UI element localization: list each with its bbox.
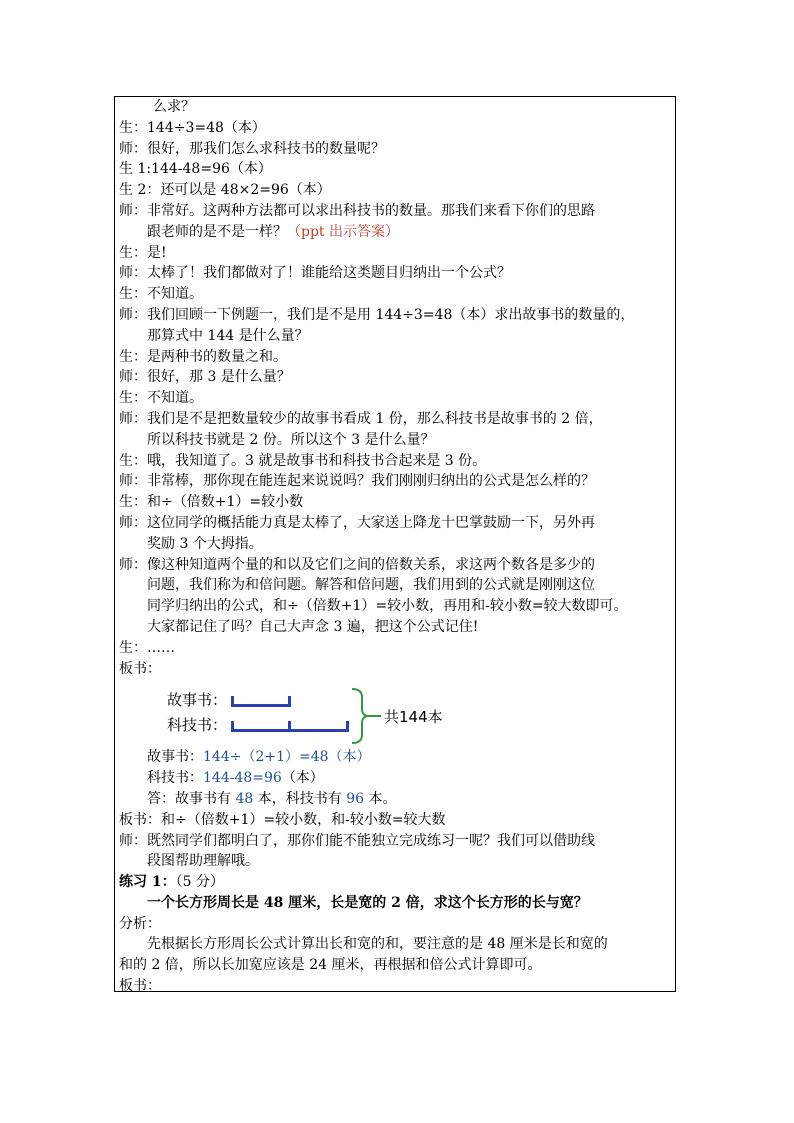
text-line: 生：和÷（倍数+1）=较小数 <box>119 494 304 511</box>
text-line: 问题，我们称为和倍问题。解答和倍问题，我们用到的公式就是刚刚这位 <box>147 577 595 594</box>
text-line: 所以科技书就是 2 份。所以这个 3 是什么量？ <box>147 431 435 448</box>
calc-story-prefix: 故事书： <box>147 749 203 766</box>
text-line-part: 跟老师的是不是一样？ <box>147 223 287 240</box>
text-line: 师：很好，那我们怎么求科技书的数量呢？ <box>119 140 385 157</box>
text-line: 师：太棒了！我们都做对了！谁能给这类题目归纳出一个公式？ <box>119 265 511 282</box>
text-line: 师：我们是不是把数量较少的故事书看成 1 份，那么科技书是故事书的 2 倍， <box>119 410 603 427</box>
board-label: 板书： <box>119 978 161 995</box>
text-line: 生：144÷3=48（本） <box>119 119 266 136</box>
text-line: 师：我们回顾一下例题一，我们是不是用 144÷3=48（本）求出故事书的数量的， <box>119 306 635 323</box>
text-line: 生 2：还可以是 48×2=96（本） <box>119 182 331 199</box>
answer-text: 本，科技书有 <box>257 790 342 807</box>
text-line: 么求？ <box>153 99 195 115</box>
curly-brace <box>352 689 369 743</box>
text-line: 生：是! <box>119 244 167 261</box>
text-line: 师：非常好。这两种方法都可以求出科技书的数量。那我们来看下你们的思路 <box>119 202 595 219</box>
text-line: 那算式中 144 是什么量？ <box>147 327 309 344</box>
text-line: 生：哦，我知道了。3 就是故事书和科技书合起来是 3 份。 <box>119 452 487 469</box>
text-line: 生：…… <box>119 639 175 656</box>
answer-text: 答：故事书有 <box>147 790 231 807</box>
answer-text: 本。 <box>368 790 397 807</box>
diagram-label-tech: 科技书： <box>167 716 228 735</box>
calc-tech-expr: 144-48=96 <box>203 770 282 787</box>
calc-tech-prefix: 科技书： <box>147 770 203 787</box>
text-line: 奖励 3 个大拇指。 <box>147 535 263 552</box>
calc-tech-unit: （本） <box>281 770 324 787</box>
exercise-score: （5 分） <box>175 874 224 891</box>
text-line: 师：这位同学的概括能力真是太棒了，大家送上降龙十巴掌鼓励一下，另外再 <box>119 514 595 531</box>
text-line: 生 1:144-48=96（本） <box>119 161 272 178</box>
exercise-title <box>119 872 671 893</box>
text-line: 板书：和÷（倍数+1）=较小数，和-较小数=较大数 <box>119 811 446 828</box>
answer-number: 96 <box>346 790 365 807</box>
segment-diagram <box>119 687 671 745</box>
lesson-content <box>119 97 671 997</box>
calc-tech <box>119 768 671 789</box>
text-line: 生：不知道。 <box>119 390 203 407</box>
text-line: 师：像这种知道两个量的和以及它们之间的倍数关系，求这两个数各是多少的 <box>119 556 595 573</box>
text-line: 生：是两种书的数量之和。 <box>119 348 287 365</box>
text-line: 同学归纳出的公式，和÷（倍数+1）=较小数，再用和-较小数=较大数即可。 <box>147 598 628 615</box>
text-line: 师：非常棒，那你现在能连起来说说吗？我们刚刚归纳出的公式是怎么样的？ <box>119 473 595 490</box>
exercise-label: 练习 1： <box>119 874 176 891</box>
text-line: 师：既然同学们都明白了，那你们能不能独立完成练习一呢？我们可以借助线 <box>119 832 595 849</box>
diagram-label-story: 故事书： <box>167 691 228 710</box>
text-line: 板书： <box>119 660 161 677</box>
calc-story <box>119 747 671 768</box>
text-line: 师：很好，那 3 是什么量？ <box>119 369 291 386</box>
text-line: 段图帮助理解哦。 <box>147 853 259 870</box>
analysis-text: 先根据长方形周长公式计算出长和宽的和，要注意的是 48 厘米是长和宽的 <box>147 936 608 953</box>
analysis-text: 和的 2 倍，所以长加宽应该是 24 厘米，再根据和倍公式计算即可。 <box>119 957 542 974</box>
answer-number: 48 <box>235 790 254 807</box>
text-line: 生：不知道。 <box>119 286 203 303</box>
exercise-question: 一个长方形周长是 48 厘米，长是宽的 2 倍，求这个长方形的长与宽？ <box>147 894 588 911</box>
ppt-note: （ppt 出示答案） <box>287 223 399 240</box>
text-line: 大家都记住了吗？自己大声念 3 遍，把这个公式记住! <box>147 618 479 635</box>
text-line <box>119 222 671 243</box>
analysis-label: 分析： <box>119 915 161 932</box>
calc-story-expr: 144÷（2+1）=48（本） <box>203 749 371 766</box>
calc-answer <box>119 789 671 810</box>
diagram-total-label: 共144本 <box>384 708 443 727</box>
